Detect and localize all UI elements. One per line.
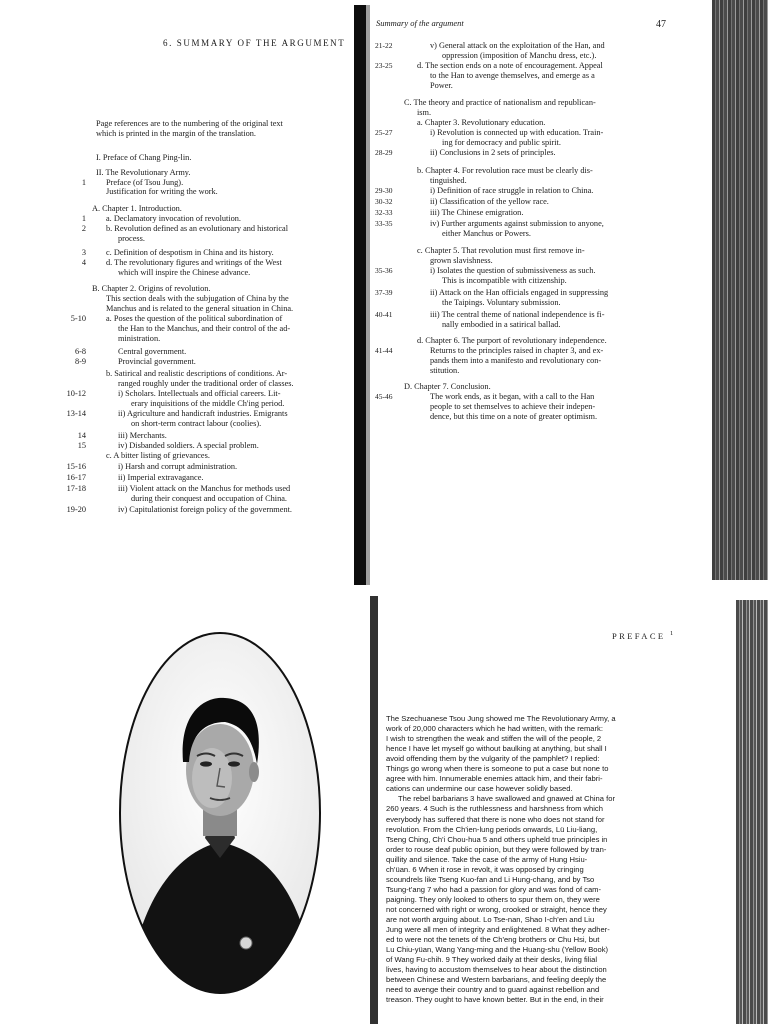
outline-line: Returns to the principles raised in chapter 3, and ex- xyxy=(430,346,604,355)
outline-line: pands them into a manifesto and revolutionary con- xyxy=(430,356,602,365)
outline-line: i) Scholars. Intellectuals and official careers. Lit- xyxy=(118,389,281,398)
outline-line: b. Chapter 4. For revolution race must be clearly dis- xyxy=(417,166,593,175)
preface-line: not concerned with right or wrong, crooked or straight, hence they xyxy=(386,904,607,914)
outline-line: ii) Conclusions in 2 sets of principles. xyxy=(430,148,556,157)
outline-line: iv) Capitulationist foreign policy of the government. xyxy=(118,505,292,514)
page-ref: 45-46 xyxy=(375,392,393,401)
outline-line: iii) Violent attack on the Manchus for methods used xyxy=(118,484,291,493)
outline-line: i) Revolution is connected up with education. Train- xyxy=(430,128,604,137)
running-head: Summary of the argument xyxy=(376,18,464,28)
page-ref: 32-33 xyxy=(375,208,393,217)
outline-line: ii) Attack on the Han officials engaged in suppressing xyxy=(430,288,609,297)
page-ref: 16-17 xyxy=(66,473,86,482)
page-ref: 29-30 xyxy=(375,186,393,195)
page-ref: 19-20 xyxy=(66,505,86,514)
outline-line: ii) Classification of the yellow race. xyxy=(430,197,549,206)
outline-line: ministration. xyxy=(118,334,161,343)
outline-line: d. The section ends on a note of encouragement. Appeal xyxy=(417,61,603,70)
outline-line: on short-term contract labour (coolies). xyxy=(131,419,262,428)
outline-line: process. xyxy=(118,234,145,243)
outline-line: ing for democracy and public spirit. xyxy=(442,138,561,147)
outline-line: grown slavishness. xyxy=(430,256,493,265)
preface-line: of Wang Fu-chih. 9 They worked daily at their desks, living filial xyxy=(386,955,598,965)
outline-line: B. Chapter 2. Origins of revolution. xyxy=(92,284,211,293)
page-ref: 3 xyxy=(81,248,86,257)
preface-line: I wish to strengthen the weak and stiffen the will of the people, 2 xyxy=(386,734,602,744)
outline-line: ism. xyxy=(417,108,432,117)
page-ref: 1 xyxy=(81,214,86,223)
page-ref: 15-16 xyxy=(66,462,86,471)
left-page xyxy=(0,0,360,590)
outline-line: D. Chapter 7. Conclusion. xyxy=(404,382,491,391)
outline-line: C. The theory and practice of nationalism and republican- xyxy=(404,98,596,107)
binding-gutter xyxy=(354,5,366,585)
outline-line: oppression (imposition of Manchu dress, etc.). xyxy=(442,51,597,60)
preface-line: Jung were all men of integrity and enlightened. 8 What they adher- xyxy=(386,925,610,935)
outline-line: a. Chapter 3. Revolutionary education. xyxy=(417,118,546,127)
page-ref: 6-8 xyxy=(74,347,86,356)
outline-line: which will inspire the Chinese advance. xyxy=(118,268,251,277)
outline-line: b. Satirical and realistic descriptions of conditions. Ar- xyxy=(106,369,288,378)
outline-line: tinguished. xyxy=(430,176,467,185)
outline-line: Central government. xyxy=(118,347,187,356)
preface-line: revolution. From the Ch'ien-lung periods onwards, Lü Liu-liang, xyxy=(386,824,598,834)
page-ref: 33-35 xyxy=(375,219,393,228)
outline-line: ii) Agriculture and handicraft industries. Emigrants xyxy=(118,409,288,418)
outline-line: d. The revolutionary figures and writings of the West xyxy=(106,258,282,267)
page-heading: 6. SUMMARY OF THE ARGUMENT xyxy=(163,38,346,48)
preface-line: hence I have let myself go without baulking at anything, but shall I xyxy=(386,744,607,754)
outline-line: either Manchus or Powers. xyxy=(442,229,531,238)
preface-line: Lu Chiu-yüan, Wang Yang-ming and the Huang-shu (Yellow Book) xyxy=(386,945,609,955)
page-ref: 30-32 xyxy=(375,197,393,206)
page-ref: 2 xyxy=(81,224,86,233)
preface-line: agree with him. Innumerable enemies attack him, and their fabri- xyxy=(386,774,603,784)
page-ref: 4 xyxy=(81,258,86,267)
binding-gutter xyxy=(370,596,378,1024)
preface-line: Tsung-t'ang 7 who had a passion for glory and was fond of cam- xyxy=(386,884,602,894)
outline-line: Preface (of Tsou Jung). xyxy=(106,178,184,187)
page-edge xyxy=(712,0,768,580)
preface-line: cations can undermine our case however solidly based. xyxy=(386,784,573,794)
outline-line: A. Chapter 1. Introduction. xyxy=(92,204,182,213)
page-ref: 21-22 xyxy=(375,41,393,50)
preface-line: Things go wrong when there is someone to put a case but none to xyxy=(386,764,609,774)
page-ref: 10-12 xyxy=(66,389,86,398)
preface-line: work of 20,000 characters which he had written, with the remark: xyxy=(386,724,603,734)
outline-line: iii) Merchants. xyxy=(118,431,167,440)
outline-line: This section deals with the subjugation of China by the xyxy=(106,294,289,303)
preface-line: ed to were not the tenets of the Ch'eng brothers or Chu Hsi, but xyxy=(386,935,600,945)
preface-line: between Chinese and Western barbarians, and feeling deeply the xyxy=(386,975,607,985)
outline-line: a. Poses the question of the political subordination of xyxy=(106,314,283,323)
preface-line: lives, having to accustom themselves to hear about the distinction xyxy=(386,965,607,975)
outline-line: the Taipings. Voluntary submission. xyxy=(442,298,561,307)
preface-line: treason. They ought to have known better. But in the end, in their xyxy=(386,995,604,1005)
page-ref: 28-29 xyxy=(375,148,393,157)
preface-line: order to rouse deaf public opinion, but they were followed by tran- xyxy=(386,844,607,854)
outline-line: the Han to the Manchus, and their control of the ad- xyxy=(118,324,291,333)
preface-line: need to avenge their country and to guard against rebellion and xyxy=(386,985,600,995)
page-ref: 41-44 xyxy=(375,346,393,355)
intro-line: which is printed in the margin of the translation. xyxy=(96,129,256,138)
page-ref: 17-18 xyxy=(66,484,86,493)
page-ref: 13-14 xyxy=(66,409,86,418)
page-ref: 5-10 xyxy=(70,314,86,323)
outline-line: dence, but this time on a note of greater optimism. xyxy=(430,412,598,421)
page-ref: 37-39 xyxy=(375,288,393,297)
page-ref: 35-36 xyxy=(375,266,393,275)
page-edge xyxy=(736,600,768,1024)
outline-line: Provincial government. xyxy=(118,357,196,366)
outline-line: iii) The Chinese emigration. xyxy=(430,208,524,217)
preface-heading xyxy=(612,630,676,641)
outline-line: Justification for writing the work. xyxy=(106,187,218,196)
outline-line: b. Revolution defined as an evolutionary and historical xyxy=(106,224,289,233)
portrait-frame xyxy=(117,630,323,996)
preface-line: Tseng Ching, Ch'i Chou-hua 5 and others upheld true principles in xyxy=(386,834,608,844)
outline-line: v) General attack on the exploitation of the Han, and xyxy=(430,41,605,50)
outline-line: This is incompatible with citizenship. xyxy=(442,276,567,285)
outline-line: erary inquisitions of the middle Ch'ing period. xyxy=(131,399,285,408)
outline-line: Power. xyxy=(430,81,453,90)
preface-line: everybody has suffered that there is none who does not stand for xyxy=(386,814,605,824)
preface-line: scoundrels like Tseng Kuo-fan and Li Hung-chang, and by Tso xyxy=(386,874,595,884)
outline-line: people to set themselves to achieve their indepen- xyxy=(430,402,596,411)
outline-line: c. A bitter listing of grievances. xyxy=(106,451,210,460)
outline-line: i) Definition of race struggle in relation to China. xyxy=(430,186,594,195)
footnote-marker: 1 xyxy=(670,630,676,637)
preface-line: paigning. They only looked to others to spur them on, they were xyxy=(386,894,600,904)
outline-line: iv) Further arguments against submission to anyone, xyxy=(430,219,604,228)
page-ref: 14 xyxy=(77,431,86,440)
outline-line: The work ends, as it began, with a call to the Han xyxy=(430,392,595,401)
preface-line: 260 years. 4 Such is the ruthlessness and harshness from which xyxy=(386,804,603,814)
outline-line: Manchus and is related to the general situation in China. xyxy=(106,304,294,313)
page-ref: 1 xyxy=(81,178,86,187)
preface-line: The Szechuanese Tsou Jung showed me The Revolutionary Army, a xyxy=(386,714,616,723)
page-number: 47 xyxy=(656,19,666,30)
outline-line: II. The Revolutionary Army. xyxy=(96,168,191,177)
outline-line: iv) Disbanded soldiers. A special problem. xyxy=(118,441,259,450)
preface-title: PREFACE xyxy=(612,630,666,641)
page-ref: 8-9 xyxy=(74,357,86,366)
outline-line: during their conquest and occupation of China. xyxy=(131,494,287,503)
outline-line: i) Isolates the question of submissiveness as such. xyxy=(430,266,596,275)
outline-line: c. Chapter 5. That revolution must first remove in- xyxy=(417,246,585,255)
preface-line: are not worth arguing about. Lo Tse-nan, Shao I-ch'en and Liu xyxy=(386,915,595,924)
page-ref: 15 xyxy=(77,441,86,450)
outline-line: c. Definition of despotism in China and its history. xyxy=(106,248,274,257)
outline-line: iii) The central theme of national independence is fi- xyxy=(430,310,605,319)
outline-line: stitution. xyxy=(430,366,460,375)
page-ref: 40-41 xyxy=(375,310,393,319)
outline-line: i) Harsh and corrupt administration. xyxy=(118,462,238,471)
outline-line: to the Han to avenge themselves, and emerge as a xyxy=(430,71,595,80)
preface-line: avoid offending them by the vulgarity of the pamphlet? I replied: xyxy=(386,754,600,764)
outline-line: I. Preface of Chang Ping-lin. xyxy=(96,153,192,162)
portrait-image xyxy=(117,630,323,996)
preface-line: ch'üan. 6 When it rose in revolt, it was opposed by cringing xyxy=(386,864,584,874)
preface-line: quillity and silence. Take the case of the army of Hung Hsiu- xyxy=(386,854,588,864)
page-ref: 25-27 xyxy=(375,128,393,137)
page-ref: 23-25 xyxy=(375,61,393,70)
outline-line: nally embodied in a satirical ballad. xyxy=(442,320,561,329)
outline-line: d. Chapter 6. The purport of revolutionary independence. xyxy=(417,336,607,345)
outline-line: ranged roughly under the traditional order of classes. xyxy=(118,379,294,388)
preface-line: The rebel barbarians 3 have swallowed and gnawed at China for xyxy=(398,794,615,804)
outline-line: a. Declamatory invocation of revolution. xyxy=(106,214,242,223)
intro-line: Page references are to the numbering of the original text xyxy=(96,119,283,128)
outline-line: ii) Imperial extravagance. xyxy=(118,473,204,482)
